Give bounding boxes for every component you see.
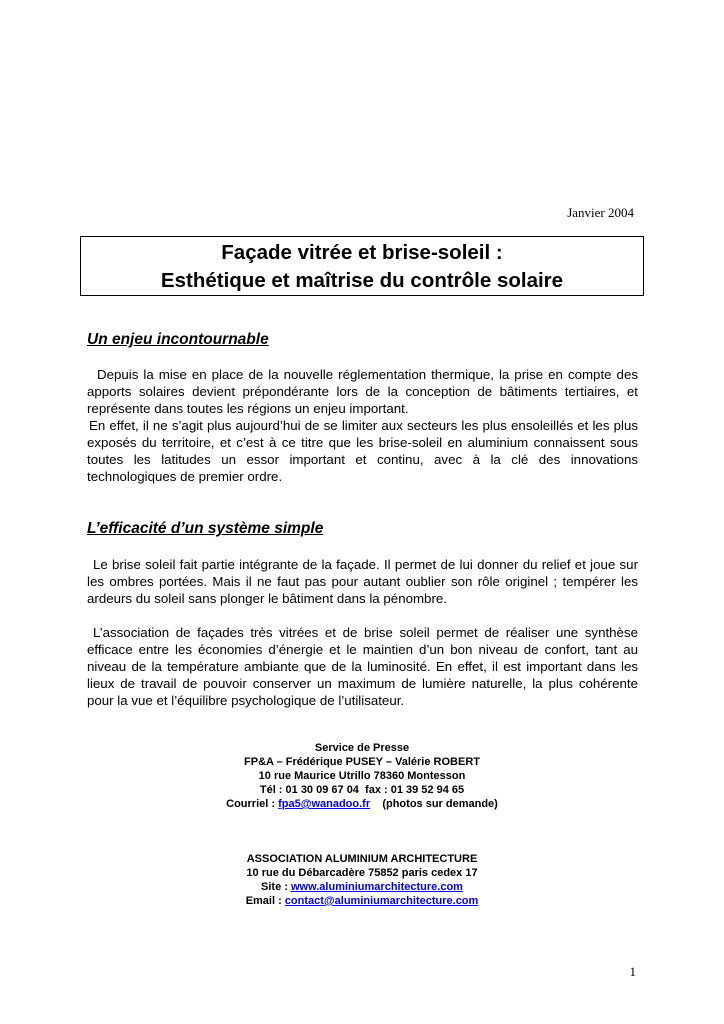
association-site-label: Site : <box>261 881 291 893</box>
association-email-line <box>0 894 724 908</box>
press-address: 10 rue Maurice Utrillo 78360 Montesson <box>258 770 466 782</box>
press-phone: Tél : 01 30 09 67 04 fax : 01 39 52 94 65 <box>259 784 465 796</box>
section-2-paragraph-1-text: Le brise soleil fait partie intégrante de la façade. Il permet de lui donner du relief et joue sur les ombres portées. Mais il ne faut pas pour autant oublier son rôle originel ; tempérer les ardeurs du soleil sans plonger le bâtiment dans la pénombre. <box>87 557 638 606</box>
section-2-paragraph-2-text: L’association de façades très vitrées et de brise soleil permet de réaliser une synthèse efficace entre les économies d’énergie et le maintien d’un bon niveau de confort, tant au niveau de la température ambiante que de la luminosité. En effet, il est important dans les lieux de travail de pouvoir conserver un maximum de lumière naturelle, la plus cohérente pour la vue et l’équilibre psychologique de l’utilisateur. <box>87 625 638 708</box>
press-email-link[interactable]: fpa5@wanadoo.fr <box>278 798 371 810</box>
section-2-paragraph-2 <box>87 624 638 709</box>
section-1-heading: Un enjeu incontournable <box>87 331 269 348</box>
section-2-heading: L’efficacité d’un système simple <box>87 520 324 537</box>
title-box <box>80 236 644 296</box>
section-1-body <box>87 366 638 485</box>
association-address: 10 rue du Débarcadère 75852 paris cedex 17 <box>246 867 478 879</box>
section-1-paragraph-2: En effet, il ne s’agit plus aujourd’hui de se limiter aux secteurs les plus ensoleillés et les plus exposés du territoire, et c’est à ce titre que les brise-soleil en aluminium connaissent sous toutes les latitudes un essor important et continu, avec à la clé des innovations technologiques de premier ordre. <box>87 418 638 484</box>
association-site-link[interactable]: www.aluminiumarchitecture.com <box>290 881 463 893</box>
page-number: 1 <box>629 964 636 979</box>
document-date: Janvier 2004 <box>567 205 634 220</box>
title-line-1: Façade vitrée et brise-soleil : <box>221 241 503 264</box>
section-1-paragraph-1: Depuis la mise en place de la nouvelle réglementation thermique, la prise en compte des apports solaires devient prépondérante lors de la conception de bâtiments tertiaires, et représente dans toutes les régions un enjeu important. <box>87 367 638 416</box>
press-title: Service de Presse <box>314 742 410 754</box>
press-names: FP&A – Frédérique PUSEY – Valérie ROBERT <box>244 756 480 768</box>
press-email-line <box>0 797 724 811</box>
title-line-2: Esthétique et maîtrise du contrôle solaire <box>160 269 564 292</box>
press-contact-block <box>0 741 724 811</box>
section-2-paragraph-1 <box>87 556 638 607</box>
association-email-link[interactable]: contact@aluminiumarchitecture.com <box>284 895 479 907</box>
press-photos-note: (photos sur demande) <box>370 798 498 810</box>
press-email-label: Courriel : <box>226 798 279 810</box>
association-contact-block <box>0 852 724 908</box>
association-name: ASSOCIATION ALUMINIUM ARCHITECTURE <box>246 853 478 865</box>
association-site-line <box>0 880 724 894</box>
association-email-label: Email : <box>245 895 285 907</box>
